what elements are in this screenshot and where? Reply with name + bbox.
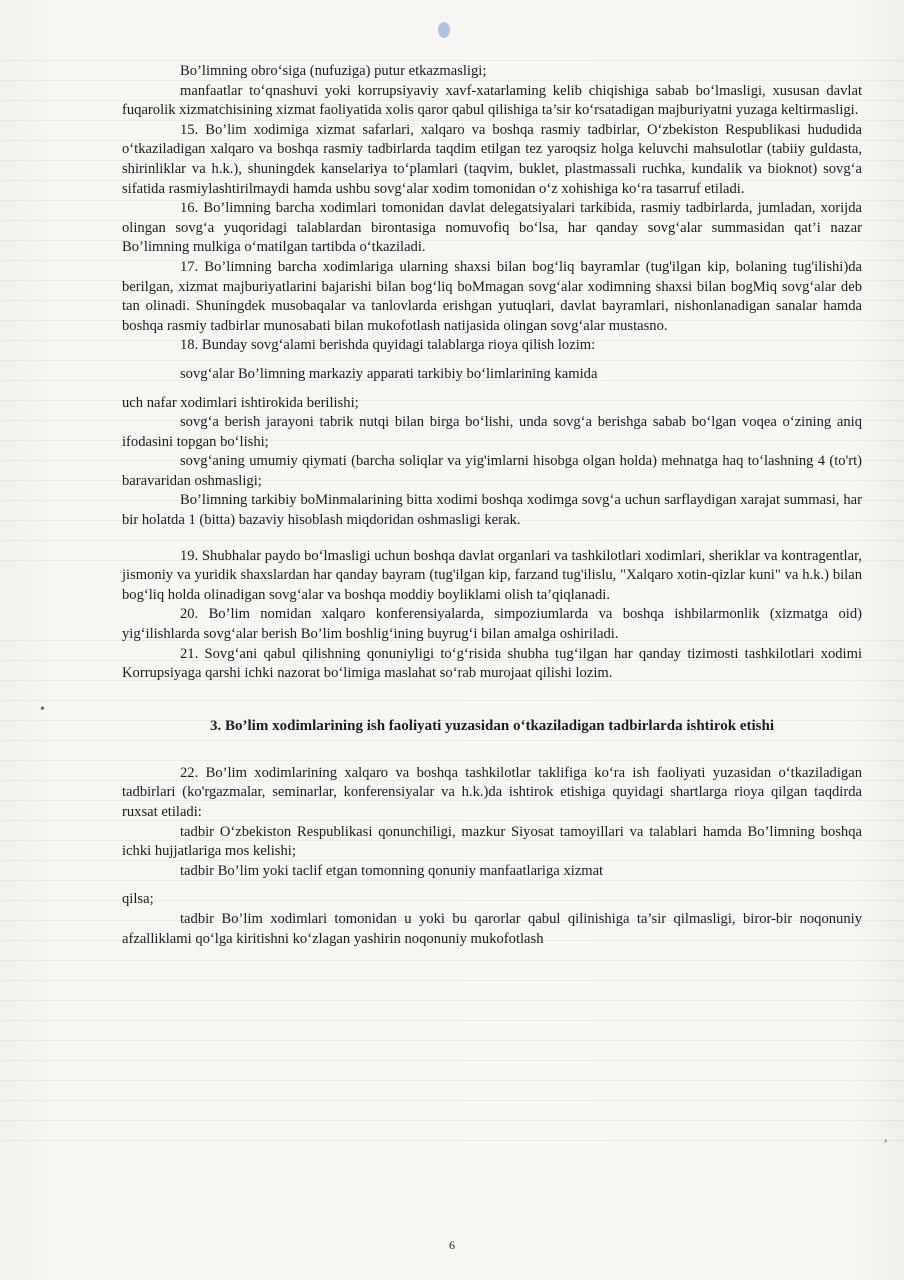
paragraph-18: 18. Bunday sovg‘alami berishda quyidagi talablarga rioya qilish lozim: [180, 337, 596, 354]
page-number: 6 [449, 1238, 455, 1252]
paragraph-17: 17. Bo’limning barcha xodimlariga ularning shaxsi bilan bog‘liq bayramlar (tug'ilgan kip, bolaning tug'ilishi)da berilgan, xizmat majburiyatlarini bajarishi bilan bog‘liq boMmagan sovg‘alar xodimning shaxsi bilan bogMiq sovg‘alar deb tan olinadi. Shuningdek musobaqalar va tanlovlarda erishgan yutuqlari, davlat bayramlari, nishonlanadigan sanalar hamda boshqa rasmiy tadbirlar munosabati bilan mukofotlash natijasida olingan sovg‘alar mustasno. [122, 258, 862, 334]
ink-spot [438, 22, 450, 38]
list-item: Bo’limning tarkibiy boMinmalarining bitta xodimi boshqa xodimga sovg‘a uchun sarflaydigan xarajat summasi, har bir holatda 1 (bitta) bazaviy hisoblash miqdoridan oshmasligi kerak. [122, 492, 862, 529]
paragraph-20: 20. Bo’lim nomidan xalqaro konferensiyalarda, simpoziumlarda va boshqa ishbilarmonlik (xizmatga oid) yig‘ilishlarda sovg‘alar berish Bo’lim boshlig‘ining buyrug‘i bilan amalga oshiriladi. [122, 606, 862, 643]
list-item: sovg‘alar Bo’limning markaziy apparati tarkibiy bo‘limlarining kamida [180, 365, 598, 382]
list-item: sovg‘aning umumiy qiymati (barcha soliqlar va yig'imlarni hisobga olgan holda) mehnatga haq to‘lashning 4 (to'rt) baravaridan oshmasligi; [122, 453, 862, 489]
list-item: tadbir Bo’lim yoki taclif etgan tomonning qonuniy manfaatlariga xizmat [180, 862, 604, 879]
scan-mark: , [884, 1130, 888, 1145]
list-item: sovg‘a berish jarayoni tabrik nutqi bilan birga bo‘lishi, unda sovg‘a berishga sabab bo‘lgan voqea o‘zining aniq ifodasini topgan bo‘lishi; [122, 414, 862, 450]
list-item-continuation: uch nafar xodimlari ishtirokida berilishi; [122, 394, 359, 411]
paragraph-22: 22. Bo’lim xodimlarining xalqaro va boshqa tashkilotlar taklifiga ko‘ra ish faoliyati yuzasidan o‘tkaziladigan tadbirlari (ko'rgazmalar, seminarlar, konferensiyalar va h.k.)da ishtirok etishiga quyidagi shartlarga rioya qilgan taqdirda ruxsat etiladi: [122, 764, 862, 820]
list-item: tadbir O‘zbekiston Respublikasi qonunchiligi, mazkur Siyosat tamoyillari va talablari hamda Bo’limning boshqa ichki hujjatlariga mos kelishi; [122, 823, 862, 860]
scan-mark: • [40, 702, 45, 717]
section-heading: 3. Bo’lim xodimlarining ish faoliyati yuzasidan o‘tkaziladigan tadbirlarda ishtirok etishi [210, 717, 774, 734]
paragraph-15: 15. Bo’lim xodimiga xizmat safarlari, xalqaro va boshqa rasmiy tadbirlar, O‘zbekiston Respublikasi hududida o‘tkaziladigan xalqaro va boshqa rasmiy tadbirlarda taqdim etilgan tez yaroqsiz holga keluvchi mahsulotlar (tabiiy guldasta, shirinliklar va h.k.), shuningdek kanselariya to‘plamlari (taqvim, buklet, plastmassali ruchka, kundalik va bioknot) sovg‘a sifatida rasmiylashtirilmaydi hamda ushbu sovg‘alar xodim tomonidan o‘z xohishiga ko‘ra tasarruf etiladi. [122, 121, 862, 197]
paragraph: manfaatlar to‘qnashuvi yoki korrupsiyaviy xavf-xatarlaming kelib chiqishiga sabab bo‘lmasligi, xususan davlat fuqarolik xizmatchisining xizmat faoliyatida xolis qaror qabul qilishiga ta’sir ko‘rsatadigan majburiyatni yuzaga keltirmasligi. [122, 82, 862, 119]
paragraph-16: 16. Bo’limning barcha xodimlari tomonidan davlat delegatsiyalari tarkibida, rasmiy tadbirlarda, jumladan, xorijda olingan sovg‘a yuqoridagi talablardan birontasiga nomuvofiq bo‘lsa, har qanday sovg‘alar summasidan qat’i nazar Bo’limning mulkiga o‘matilgan tartibda o‘tkaziladi. [122, 200, 862, 256]
paragraph: Bo’limning obro‘siga (nufuziga) putur etkazmasligi; [180, 63, 487, 79]
page-body [122, 62, 862, 949]
list-item-continuation: qilsa; [122, 891, 154, 908]
paragraph-19: 19. Shubhalar paydo bo‘lmasligi uchun boshqa davlat organlari va tashkilotlari xodimlari, sheriklar va kontragentlar, jismoniy va yuridik shaxslardan har qanday bayram (tug'ilgan kip, farzand tug'ilislu, "Xalqaro xotin-qizlar kuni" va h.k.) bilan bog‘liq holda olinadigan sovg‘alar va boshqa moddiy boyliklami olish ta’qiqlanadi. [122, 547, 862, 603]
list-item: tadbir Bo’lim xodimlari tomonidan u yoki bu qarorlar qabul qilinishiga ta’sir qilmasligi, biror-bir noqonuniy afzalliklami qo‘lga kiritishni ko‘zlagan yashirin noqonuniy mukofotlash [122, 910, 862, 947]
paragraph-21: 21. Sovg‘ani qabul qilishning qonuniyligi to‘g‘risida shubha tug‘ilgan har qanday tizimosti tashkilotlari xodimi Korrupsiyaga qarshi ichki nazorat bo‘limiga maslahat so‘rab murojaat qilishi lozim. [122, 645, 862, 682]
